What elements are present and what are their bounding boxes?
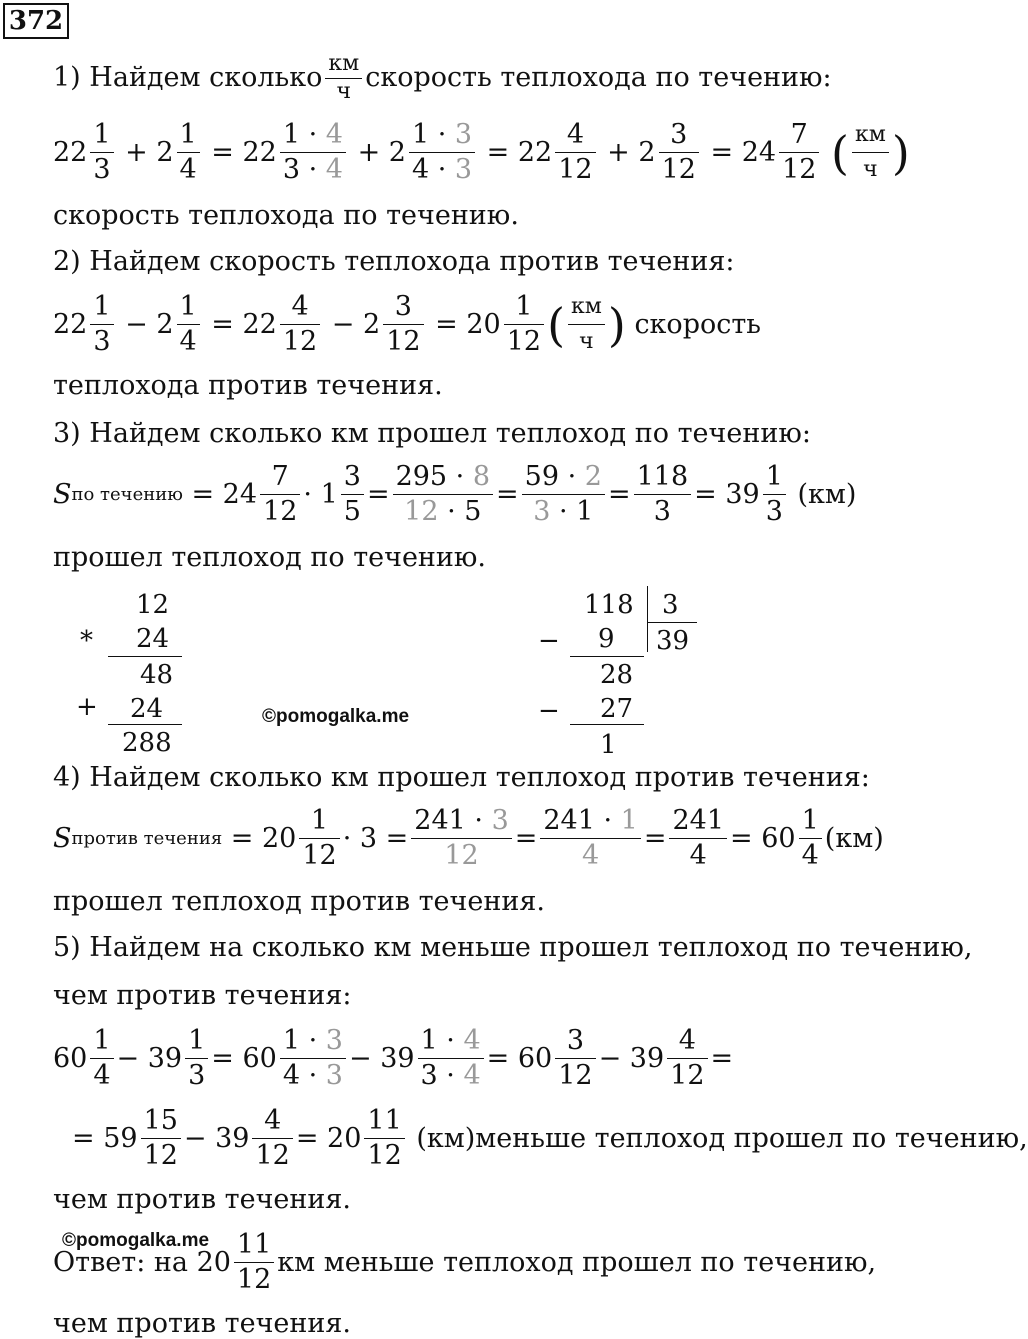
step4-equation: S против течения = 20 1 12 · 3 = 241 · 3 12 = 241 · 1 4 = 241 4 = 60 1 4 (км) [53,805,884,871]
step1-equation: 22 1 3 + 2 1 4 = 22 1 · 4 3 · 4 + 2 1 · 3 4 · 3 = 22 4 12 + 2 3 12 = 24 7 12 ( км ч ) [53,119,910,185]
step3-intro: 3) Найдем сколько км прошел теплоход по течению: [53,418,811,449]
step2-equation: 22 1 3 − 2 1 4 = 22 4 12 − 2 3 12 = 20 1 12 ( км ч ) скорость [53,291,761,357]
step3-result: прошел теплоход по течению. [53,542,487,573]
unit-fraction: км ч [325,50,362,105]
step4-intro: 4) Найдем сколько км прошел теплоход против течения: [53,762,870,793]
answer-line: Ответ: на 20 11 12 км меньше теплоход прошел по течению, [53,1229,877,1295]
step3-equation: S по течению = 24 7 12 · 1 3 5 = 295 · 8 12 · 5 = 59 · 2 3 · 1 = 118 3 = 39 1 3 (км) [53,461,857,527]
step5-equation-2: = 59 15 12 − 39 4 12 = 20 11 12 (км)меньше теплоход прошел по течению, [72,1105,1028,1171]
answer-line2: чем против течения. [53,1308,352,1339]
watermark: ©pomogalka.me [262,706,410,727]
step4-result: прошел теплоход против течения. [53,886,545,917]
step2-result: теплохода против течения. [53,370,443,401]
step1-intro: 1) Найдем сколько [53,62,323,93]
step5-intro2: чем против течения: [53,980,352,1011]
watermark-2: ©pomogalka.me [62,1230,210,1251]
step2-intro: 2) Найдем скорость теплохода против течения: [53,246,735,277]
step5-equation-1: 60 1 4 − 39 1 3 = 60 1 · 3 4 · 3 − 39 1 · 4 3 · 4 = 60 3 12 − 39 4 12 = [53,1025,734,1091]
step1-intro-line [53,50,832,105]
step5-intro: 5) Найдем на сколько км меньше прошел теплоход по течению, [53,932,973,963]
problem-number: 372 [3,3,69,39]
step1-intro-tail: скорость теплохода по течению: [365,62,832,93]
step5-result: чем против течения. [53,1184,352,1215]
step1-result: скорость теплохода по течению. [53,200,519,231]
